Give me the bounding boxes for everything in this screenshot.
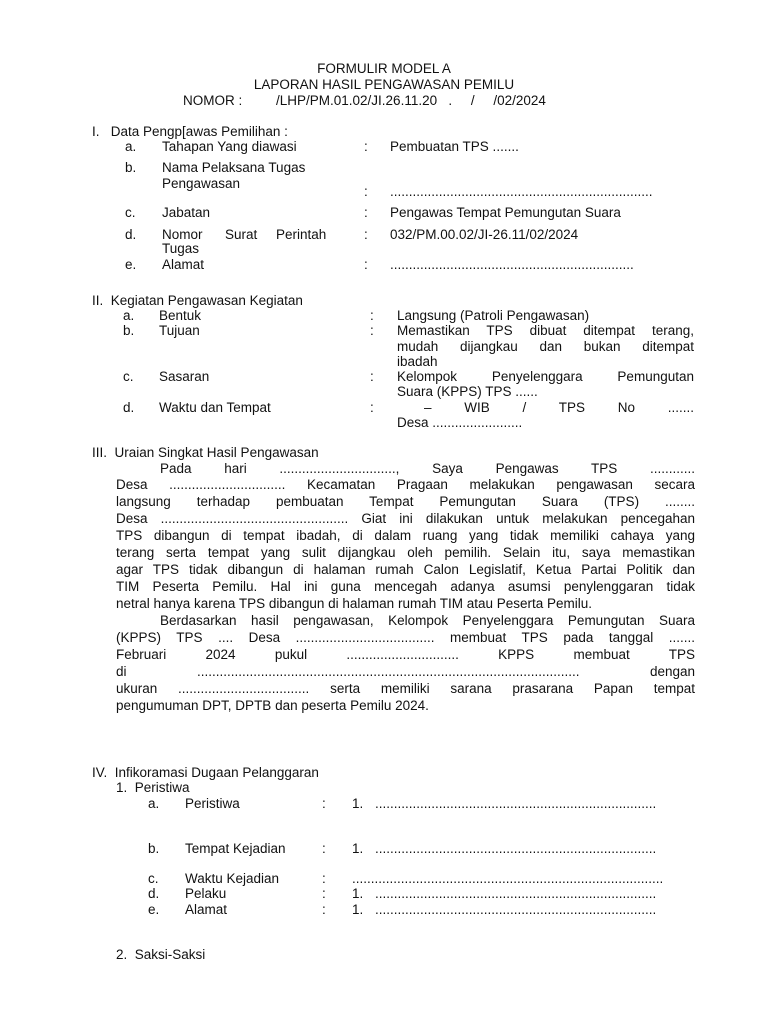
s1-a-value: Pembuatan TPS .......	[390, 139, 519, 154]
form-title: FORMULIR MODEL A	[317, 61, 451, 76]
s3-p2-line-5: ukuran ................................... serta memiliki sarana prasarana Papan tempat	[116, 681, 695, 696]
s1-d-colon: :	[364, 227, 368, 242]
s2-a-letter: a.	[123, 308, 135, 323]
s4-e-label: Alamat	[185, 902, 228, 917]
s3-p1-line-9: netral hanya karena TPS dibangun di halaman rumah TIM atau Peserta Pemilu.	[116, 596, 593, 611]
s3-p1-line-5: TPS dibangun di tempat ibadah, di dalam ruang yang tidak memiliki cahaya yang	[116, 528, 695, 543]
s2-d-value-2: Desa ........................	[397, 415, 523, 430]
report-title: LAPORAN HASIL PENGAWASAN PEMILU	[253, 77, 515, 92]
s1-b-label-1: Nama Pelaksana Tugas	[162, 160, 306, 175]
s1-a-label: Tahapan Yang diawasi	[162, 139, 297, 154]
s3-p2-line-3: Februari 2024 pukul .............................. KPPS membuat TPS	[116, 647, 695, 662]
s4-e-colon: :	[322, 902, 326, 917]
s4-sub-2: 2. Saksi-Saksi	[116, 947, 206, 962]
s2-c-value-1: Kelompok Penyelenggara Pemungutan	[397, 369, 694, 384]
s2-d-colon: :	[370, 400, 374, 415]
s4-b-value: ...........................................................................	[375, 841, 657, 856]
s1-b-letter: b.	[125, 160, 137, 175]
s2-b-label: Tujuan	[159, 323, 200, 338]
s1-d-value: 032/PM.00.02/JI-26.11/02/2024	[390, 227, 579, 242]
s1-e-value: .................................................................	[390, 257, 634, 272]
s1-d-letter: d.	[125, 227, 137, 242]
s2-c-letter: c.	[123, 369, 134, 384]
s3-p2-line-1: Berdasarkan hasil pengawasan, Kelompok Penyelenggara Pemungutan Suara	[160, 613, 695, 628]
nomor-value: /LHP/PM.01.02/JI.26.11.20 . / /02/2024	[276, 93, 546, 108]
section-1-title: I. Data Pengp[awas Pemilihan :	[92, 124, 288, 139]
s4-a-colon: :	[322, 796, 326, 811]
section-3-title: III. Uraian Singkat Hasil Pengawasan	[92, 445, 319, 460]
s4-b-colon: :	[322, 841, 326, 856]
s4-d-label: Pelaku	[185, 886, 227, 901]
s1-b-colon: :	[364, 184, 368, 199]
s3-p2-line-6: pengumuman DPT, DPTB dan peserta Pemilu 2024.	[116, 698, 429, 713]
s4-b-letter: b.	[148, 841, 160, 856]
s3-p2-line-2: (KPPS) TPS .... Desa ..................................... membuat TPS pada tanggal .......	[116, 630, 695, 645]
s3-p1-line-1: Pada hari ..............................., Saya Pengawas TPS ............	[160, 461, 695, 476]
s1-e-label: Alamat	[162, 257, 205, 272]
s3-p1-line-4: Desa .................................................. Giat ini dilakukan untuk melakukan pencegahan	[116, 511, 695, 526]
s1-c-value: Pengawas Tempat Pemungutan Suara	[390, 205, 621, 220]
s1-c-letter: c.	[125, 205, 136, 220]
s3-p1-line-8: TIM Peserta Pemilu. Hal ini guna mencegah adanya asumsi penylenggaran tidak	[116, 579, 695, 594]
s2-d-value-1: – WIB / TPS No .......	[424, 400, 694, 415]
s2-c-value-2: Suara (KPPS) TPS ......	[397, 384, 538, 399]
s2-d-label: Waktu dan Tempat	[159, 400, 271, 415]
s4-c-letter: c.	[148, 871, 159, 886]
s3-p1-line-3: langsung terhadap pembuatan Tempat Pemungutan Suara (TPS) ........	[116, 494, 695, 509]
s2-b-value-1: Memastikan TPS dibuat ditempat terang,	[397, 323, 694, 338]
s4-b-num: 1.	[352, 841, 364, 856]
s4-e-num: 1.	[352, 902, 364, 917]
s4-c-colon: :	[322, 871, 326, 886]
s1-b-label-2: Pengawasan	[162, 176, 241, 191]
s2-a-value: Langsung (Patroli Pengawasan)	[397, 308, 590, 323]
s4-d-colon: :	[322, 886, 326, 901]
s2-a-colon: :	[370, 308, 374, 323]
s4-e-value: ...........................................................................	[375, 902, 657, 917]
s4-d-letter: d.	[148, 886, 160, 901]
s1-e-letter: e.	[125, 257, 137, 272]
s4-a-num: 1.	[352, 796, 364, 811]
s4-d-value: ...........................................................................	[375, 886, 657, 901]
s4-b-label: Tempat Kejadian	[185, 841, 286, 856]
s1-c-label: Jabatan	[162, 205, 211, 220]
s2-c-label: Sasaran	[159, 369, 210, 384]
s1-c-colon: :	[364, 205, 368, 220]
s3-p1-line-2: Desa ............................... Kecamatan Pragaan melakukan pengawasan secara	[116, 477, 695, 492]
s4-a-value: ...........................................................................	[375, 796, 657, 811]
s1-d-label-1: Nomor Surat Perintah	[162, 227, 327, 242]
s2-b-letter: b.	[123, 323, 135, 338]
section-4-title: IV. Infikoramasi Dugaan Pelanggaran	[92, 765, 319, 780]
s1-b-value: ......................................................................	[390, 184, 653, 199]
s1-a-colon: :	[364, 139, 368, 154]
s1-e-colon: :	[364, 257, 368, 272]
s1-a-letter: a.	[125, 139, 137, 154]
s1-d-label-2: Tugas	[162, 241, 200, 256]
s3-p2-line-4: di ...................................................................................................... dengan	[116, 664, 695, 679]
s2-b-colon: :	[370, 323, 374, 338]
s4-c-value: ...................................................................................	[352, 871, 664, 886]
s2-a-label: Bentuk	[159, 308, 202, 323]
s4-a-label: Peristiwa	[185, 796, 240, 811]
s4-e-letter: e.	[148, 902, 160, 917]
s2-b-value-2: mudah dijangkau dan bukan ditempat	[397, 339, 694, 354]
s4-d-num: 1.	[352, 886, 364, 901]
s3-p1-line-6: terang serta tempat yang sulit dijangkau oleh pemilih. Selain itu, saya memastikan	[116, 545, 695, 560]
s3-p1-line-7: agar TPS tidak dibangun di halaman rumah Calon Legislatif, Ketua Partai Politik dan	[116, 562, 695, 577]
s4-a-letter: a.	[148, 796, 160, 811]
s4-sub-1: 1. Peristiwa	[116, 780, 190, 795]
section-2-title: II. Kegiatan Pengawasan Kegiatan	[92, 293, 303, 308]
s2-d-letter: d.	[123, 400, 135, 415]
s4-c-label: Waktu Kejadian	[185, 871, 280, 886]
s2-b-value-3: ibadah	[397, 354, 438, 369]
s2-c-colon: :	[370, 369, 374, 384]
nomor-label: NOMOR :	[183, 93, 243, 108]
